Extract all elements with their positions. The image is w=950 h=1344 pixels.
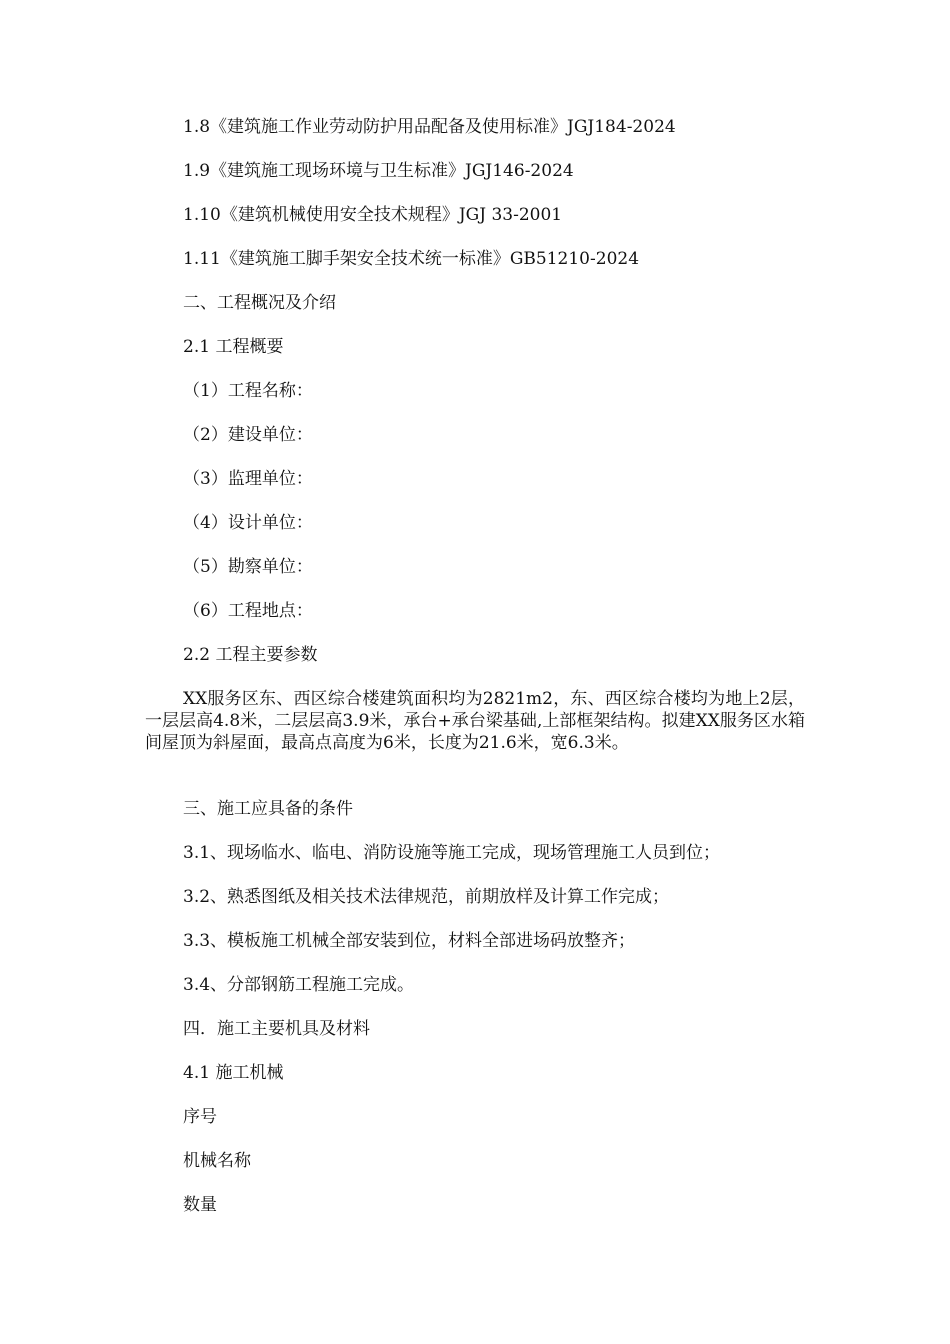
condition-3-4: 3.4、分部钢筋工程施工完成。 bbox=[183, 975, 415, 995]
main-parameters-paragraph: XX服务区东、西区综合楼建筑面积均为2821m2，东、西区综合楼均为地上2层，一层层高4.8米，二层层高3.9米，承台+承台梁基础,上部框架结构。拟建XX服务区水箱间屋顶为斜屋面，最高点高度为6米，长度为21.6米，宽6.3米。 bbox=[145, 689, 805, 753]
survey-unit-item: （5）勘察单位： bbox=[183, 557, 313, 577]
section-3-heading: 三、施工应具备的条件 bbox=[183, 799, 353, 819]
section-2-1-heading: 2.1 工程概要 bbox=[183, 337, 284, 357]
design-unit-item: （4）设计单位： bbox=[183, 513, 313, 533]
condition-3-2: 3.2、熟悉图纸及相关技术法律规范，前期放样及计算工作完成； bbox=[183, 887, 670, 907]
column-serial-number: 序号 bbox=[183, 1107, 217, 1127]
construction-unit-item: （2）建设单位： bbox=[183, 425, 313, 445]
section-4-heading: 四．施工主要机具及材料 bbox=[183, 1019, 370, 1039]
condition-3-1: 3.1、现场临水、临电、消防设施等施工完成，现场管理施工人员到位； bbox=[183, 843, 721, 863]
section-2-heading: 二、工程概况及介绍 bbox=[183, 293, 336, 313]
supervision-unit-item: （3）监理单位： bbox=[183, 469, 313, 489]
project-name-item: （1）工程名称： bbox=[183, 381, 313, 401]
reference-1-8: 1.8《建筑施工作业劳动防护用品配备及使用标准》JGJ184-2024 bbox=[183, 117, 676, 137]
section-2-2-heading: 2.2 工程主要参数 bbox=[183, 645, 318, 665]
section-4-1-heading: 4.1 施工机械 bbox=[183, 1063, 284, 1083]
condition-3-3: 3.3、模板施工机械全部安装到位，材料全部进场码放整齐； bbox=[183, 931, 636, 951]
project-location-item: （6）工程地点： bbox=[183, 601, 313, 621]
column-machine-name: 机械名称 bbox=[183, 1151, 251, 1171]
reference-1-10: 1.10《建筑机械使用安全技术规程》JGJ 33-2001 bbox=[183, 205, 563, 225]
reference-1-11: 1.11《建筑施工脚手架安全技术统一标准》GB51210-2024 bbox=[183, 249, 640, 269]
reference-1-9: 1.9《建筑施工现场环境与卫生标准》JGJ146-2024 bbox=[183, 161, 574, 181]
column-quantity: 数量 bbox=[183, 1195, 217, 1215]
